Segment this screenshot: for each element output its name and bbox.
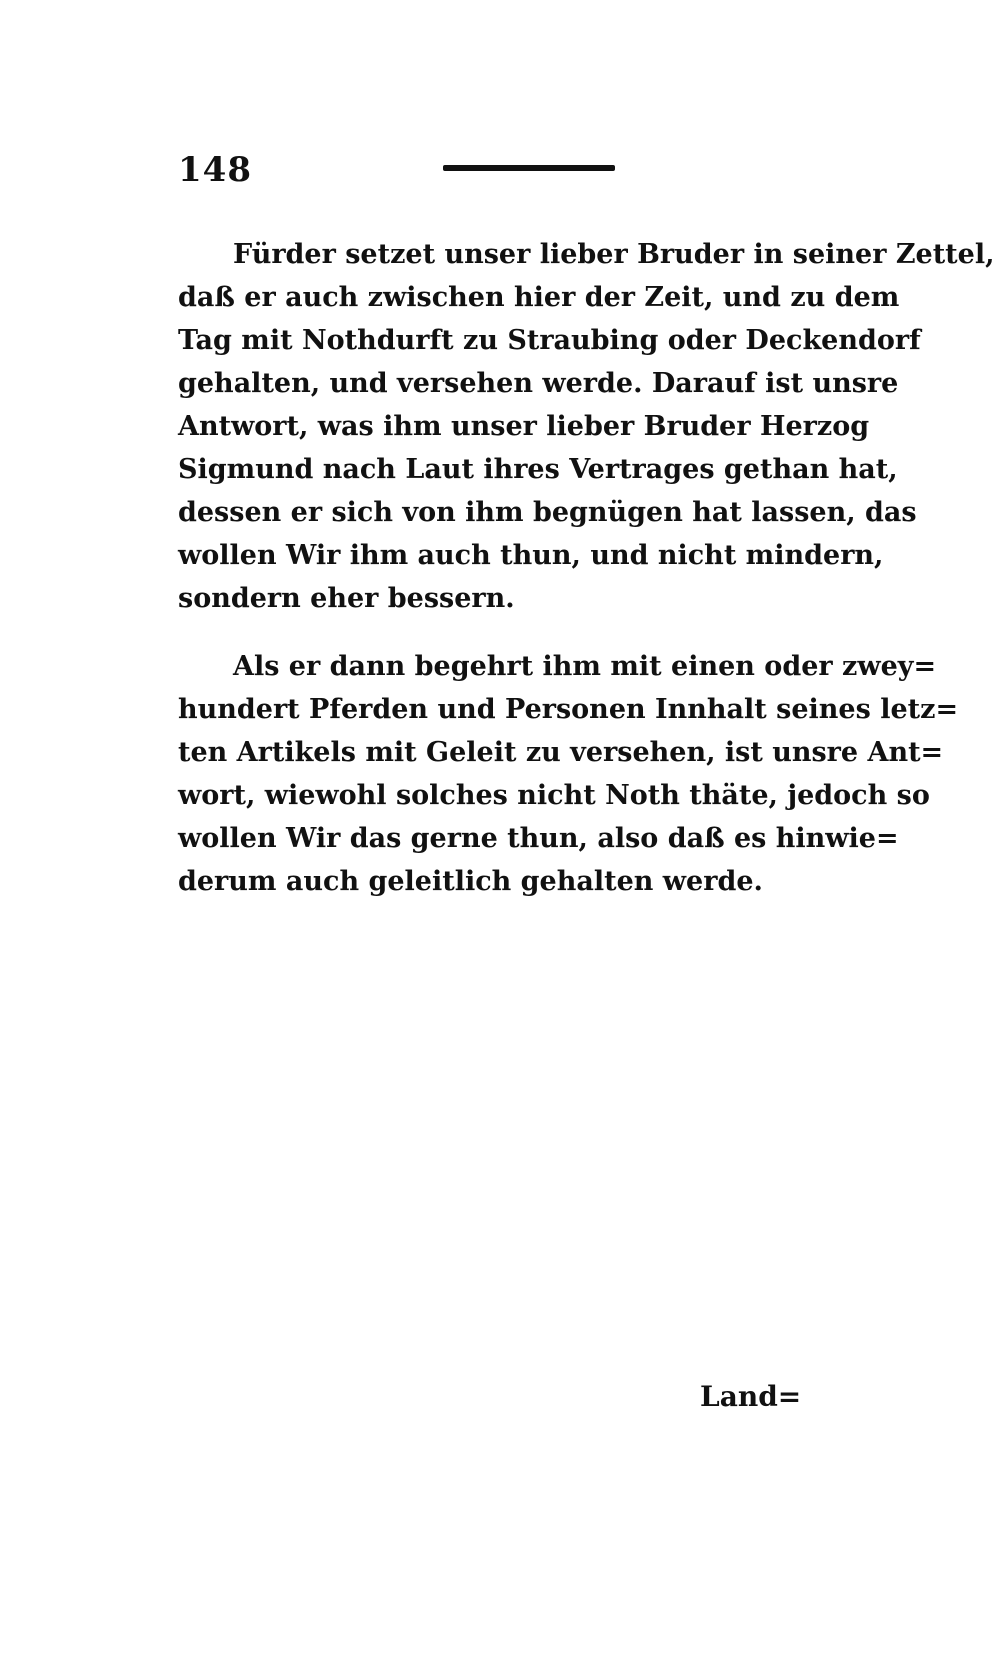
text-line: wort, wiewohl solches nicht Noth thäte, jedoch so bbox=[178, 780, 930, 811]
text-line: sondern eher bessern. bbox=[178, 583, 515, 614]
text-line: wollen Wir das gerne thun, also daß es hinwie= bbox=[178, 823, 899, 854]
paragraph-1 bbox=[178, 233, 995, 620]
paragraph-2 bbox=[178, 645, 959, 903]
text-line: derum auch geleitlich gehalten werde. bbox=[178, 866, 763, 897]
text-line: dessen er sich von ihm begnügen hat lassen, das bbox=[178, 497, 917, 528]
text-line: gehalten, und versehen werde. Darauf ist unsre bbox=[178, 368, 899, 399]
text-line: Tag mit Nothdurft zu Straubing oder Deckendorf bbox=[178, 325, 921, 356]
text-line: daß er auch zwischen hier der Zeit, und zu dem bbox=[178, 282, 900, 313]
text-line: Sigmund nach Laut ihres Vertrages gethan hat, bbox=[178, 454, 898, 485]
catchword: Land= bbox=[700, 1380, 802, 1413]
text-line: Fürder setzet unser lieber Bruder in seiner Zettel, bbox=[233, 239, 995, 270]
text-line: ten Artikels mit Geleit zu versehen, ist unsre Ant= bbox=[178, 737, 944, 768]
text-line: Antwort, was ihm unser lieber Bruder Herzog bbox=[178, 411, 870, 442]
text-line: hundert Pferden und Personen Innhalt seines letz= bbox=[178, 694, 959, 725]
text-line: wollen Wir ihm auch thun, und nicht mindern, bbox=[178, 540, 884, 571]
text-line: Als er dann begehrt ihm mit einen oder zwey= bbox=[233, 651, 937, 682]
page-number: 148 bbox=[178, 150, 252, 190]
header-rule bbox=[443, 165, 615, 171]
